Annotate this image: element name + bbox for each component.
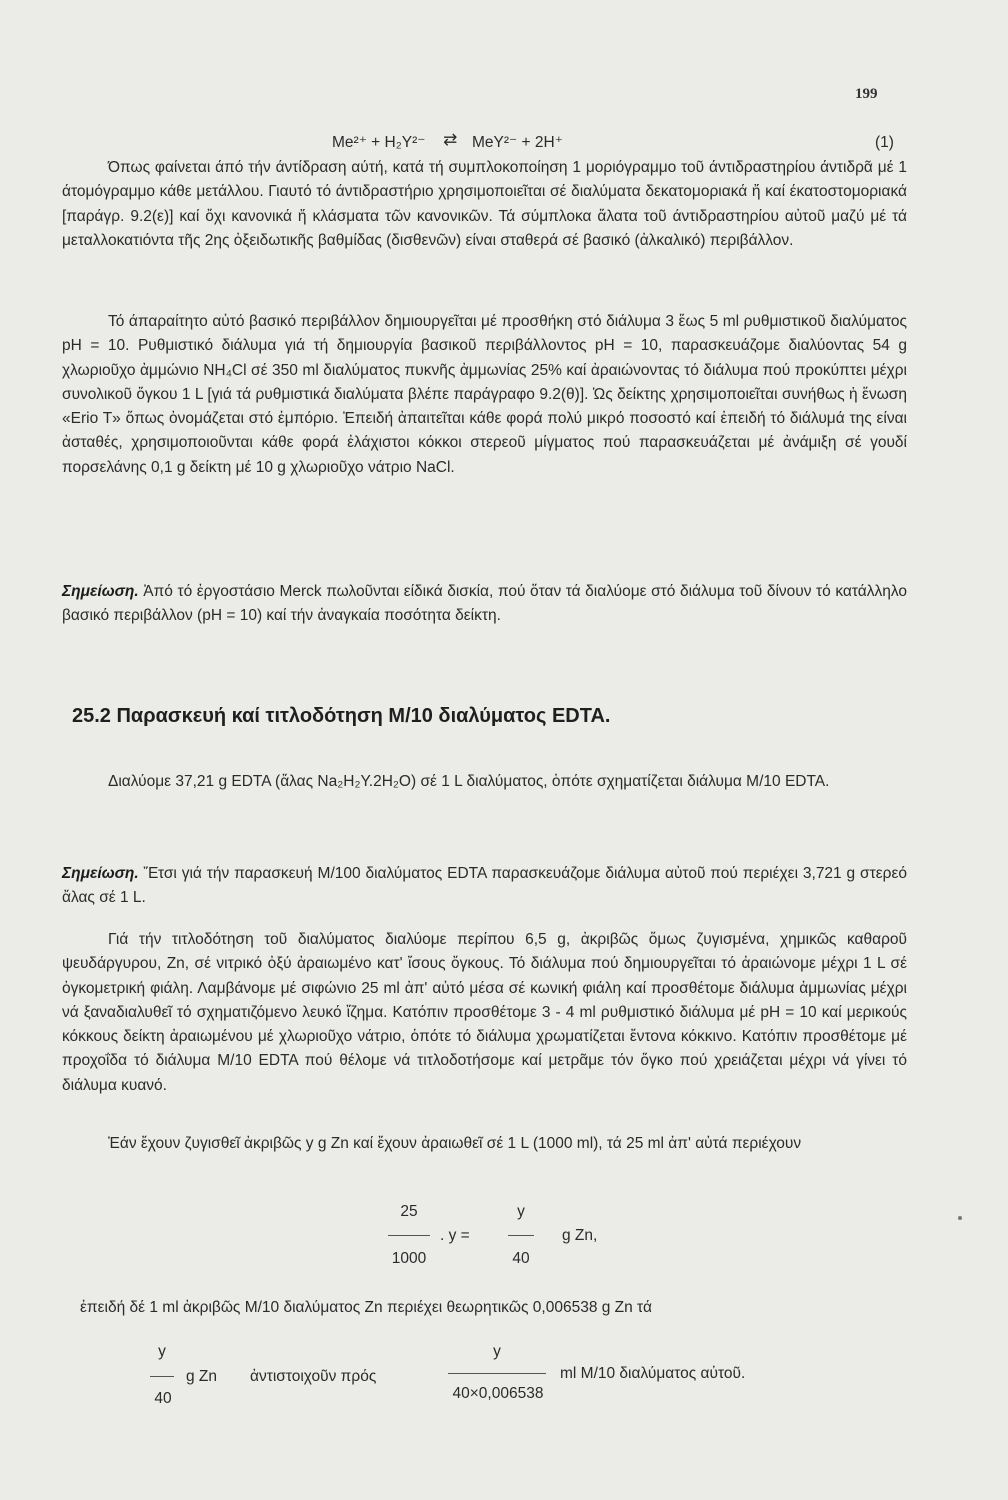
note-merck: [62, 580, 907, 629]
fraction-denominator: 40: [512, 1250, 530, 1267]
intro-paragraph: [62, 156, 907, 253]
edta-text: Διαλύομε 37,21 g EDTA (ἄλας Na₂H₂Y.2H₂O) σέ 1 L διαλύματος, ὁπότε σχηματίζεται διάλυμα M/10 EDTA.: [108, 773, 830, 790]
formula-text: ἀντιστοιχοῦν πρός: [250, 1368, 377, 1385]
formula-tail: ml M/10 διαλύματος αὐτοῦ.: [560, 1365, 746, 1382]
equilibrium-arrow-icon: ⇄: [443, 130, 458, 149]
formula-unit: g Zn,: [562, 1227, 598, 1244]
fraction-bar: [150, 1376, 174, 1377]
fraction-denominator: 1000: [391, 1250, 427, 1267]
section-heading: 25.2 Παρασκευή καί τιτλοδότηση M/10 διαλύματος EDTA.: [72, 705, 611, 727]
note-label: Σημείωση.: [62, 583, 139, 600]
buffer-paragraph: [62, 310, 907, 480]
equation-reactants: Me²⁺ + H₂Y²⁻: [332, 134, 426, 151]
fraction-numerator: y: [493, 1343, 501, 1360]
weighed-paragraph: [62, 1132, 907, 1156]
titration-paragraph: [62, 928, 907, 1098]
page-number: 199: [855, 86, 878, 102]
fraction-numerator: y: [158, 1343, 166, 1360]
fraction-bar: [508, 1235, 534, 1236]
note-text: Ἀπό τό ἐργοστάσιο Merck πωλοῦνται είδικά δισκία, πού ὅταν τά διαλύομε στό διάλυμα τοῦ δίνουν τό κατάλληλο βασικό περιβάλλον (pH = 10) καί τήν ἀναγκαία ποσότητα δείκτη.: [62, 583, 907, 625]
fraction-numerator: 25: [400, 1203, 418, 1220]
note-text: Ἔτσι γιά τήν παρασκευή M/100 διαλύματος EDTA παρασκευάζομε διάλυμα αὐτοῦ πού περιέχει 3,721 g στερεό ἄλας σέ 1 L.: [62, 865, 907, 907]
fraction-bar: [448, 1373, 546, 1374]
equation-products: MeY²⁻ + 2H⁺: [472, 134, 563, 151]
fraction-bar: [388, 1235, 430, 1236]
edta-paragraph: [62, 770, 907, 794]
buffer-text: Τό άπαραίτητο αὐτό βασικό περιβάλλον δημιουργεῖται μέ προσθήκη στό διάλυμα 3 ἕως 5 ml ρυθμιστικοῦ διαλύματος pH = 10. Ρυθμιστικό διάλυμα γιά τή δημιουργία βασικοῦ περιβάλλοντος pH = 10, παρασκευάζομε διαλύοντας 54 g χλωριοῦχο ἀμμώνιο NH₄Cl σέ 350 ml διαλύματος πυκνῆς ἀμμωνίας 25% καί ἀραιώνοντας τό διάλυμα πού προκύπτει μέχρι συνολικοῦ ὄγκου 1 L [γιά τά ρυθμιστικά διαλύματα βλέπε παράγραφο 9.2(θ)]. Ὡς δείκτης χρησιμοποιεῖται συνήθως ἡ ἕνωση «Erio T» ὅπως ὀνομάζεται στό ἐμπόριο. Ἐπειδή ἀπαιτεῖται κάθε φορά πολύ μικρό ποσοστό καί ἐπειδή τό διάλυμά της είναι ἀσταθές, χρησιμοποιοῦνται κάθε φορά ἐλάχιστοι κόκκοι στερεοῦ μίγματος πού παρασκευάζεται μέ ἀνάμιξη σέ γουδί πορσελάνης 0,1 g δείκτη μέ 10 g χλωριοῦχο νάτριο NaCl.: [62, 313, 907, 476]
titration-text: Γιά τήν τιτλοδότηση τοῦ διαλύματος διαλύομε περίπου 6,5 g, ἀκριβῶς ὅμως ζυγισμένα, χημικῶς καθαροῦ ψευδάργυρου, Zn, σέ νιτρικό ὀξύ ἀραιωμένο κατ' ἴσους ὄγκους. Τό διάλυμα πού δημιουργεῖται τό ἀραιώνομε μέχρι 1 L σέ ὀγκομετρική φιάλη. Λαμβάνομε μέ σιφώνιο 25 ml ἀπ' αὐτό μέσα σέ κωνική φιάλη καί προσθέτομε διάλυμα ἀμμωνίας μέχρι νά ξαναδιαλυθεῖ τό σχηματιζόμενο λευκό ἴζημα. Κατόπιν προσθέτομε 3 - 4 ml ρυθμιστικό διάλυμα μέ pH = 10 καί μερικούς κόκκους δείκτη ἀραιωμένου μέ χλωριοῦχο νάτριο, ὁπότε τό διάλυμα χρωματίζεται ἔντονα κόκκινο. Κατόπιν προσθέτομε μέ προχοΐδα τό διάλυμα M/10 EDTA πού θέλομε νά τιτλοδοτήσομε καί μετρᾶμε τόν ὄγκο πού χρειάζεται μέχρι νά γίνει τό διάλυμα κυανό.: [62, 931, 907, 1094]
formula-unit: g Zn: [186, 1368, 218, 1385]
intro-text: Όπως φαίνεται άπό τήν άντίδραση αύτή, κατά τή συμπλοκοποίηση 1 μοριόγραμμο τοῦ άντιδραστηρίου άντιδρᾶ μέ 1 άτομόγραμμο κάθε μετάλλου. Γιαυτό τό άντιδραστήριο χρησιμοποιεῖται σέ διαλύματα δεκατομοριακά ἤ καί έκατοστομοριακά [παράγρ. 9.2(ε)] καί ὄχι κανονικά ἤ κλάσματα τῶν κανονικῶν. Τά σύμπλοκα ἄλατα τοῦ άντιδραστηρίου αὐτοῦ μαζύ μέ τά μεταλλοκατιόντα τῆς 2ης ὀξειδωτικῆς βαθμίδας (δισθενῶν) είναι σταθερά σέ βασικό (ἀλκαλικό) περιβάλλον.: [62, 159, 907, 249]
note-label: Σημείωση.: [62, 865, 139, 882]
weighed-text: Ἐάν ἔχουν ζυγισθεῖ ἀκριβῶς y g Zn καί ἔχουν ἀραιωθεῖ σέ 1 L (1000 ml), τά 25 ml ἀπ' αὐτά περιέχουν: [108, 1135, 802, 1152]
equation-number: (1): [875, 134, 894, 151]
fraction-denominator: 40: [154, 1390, 172, 1407]
since-sentence: ἐπειδή δέ 1 ml ἀκριβῶς M/10 διαλύματος Zn περιέχει θεωρητικῶς 0,006538 g Zn τά: [80, 1299, 652, 1316]
scan-speck: [958, 1216, 962, 1220]
note-m100: [62, 862, 907, 911]
formula-operator: . y =: [440, 1227, 470, 1244]
fraction-denominator: 40×0,006538: [452, 1385, 544, 1402]
fraction-numerator: y: [517, 1203, 525, 1220]
